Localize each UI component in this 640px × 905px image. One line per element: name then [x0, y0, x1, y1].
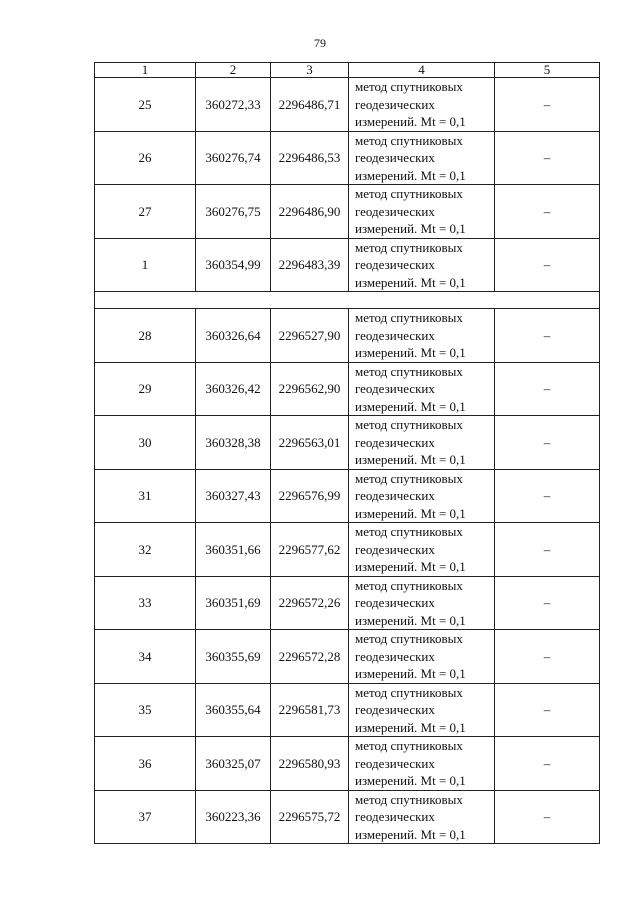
- method-cell: [349, 630, 495, 684]
- method-line: метод спутниковых: [355, 470, 463, 486]
- method-line: метод спутниковых: [355, 132, 463, 148]
- method-cell: [349, 309, 495, 363]
- page-number: 79: [314, 36, 326, 50]
- header-cell-5: 5: [495, 63, 600, 78]
- method-line: геодезических: [355, 150, 435, 165]
- method-line: метод спутниковых: [355, 79, 463, 94]
- method-line: геодезических: [355, 257, 435, 272]
- table-row: [95, 238, 600, 292]
- y-coordinate-cell: 2296580,93: [271, 737, 349, 791]
- point-number-cell: 29: [95, 362, 196, 416]
- y-coordinate-cell: 2296562,90: [271, 362, 349, 416]
- table-row: [95, 683, 600, 737]
- x-coordinate-cell: 360351,66: [196, 523, 271, 577]
- point-number-cell: 36: [95, 737, 196, 791]
- table-row: [95, 630, 600, 684]
- method-line: метод спутниковых: [355, 577, 463, 593]
- method-line: измерений. Mt = 0,1: [355, 826, 466, 842]
- y-coordinate-cell: 2296486,71: [271, 78, 349, 132]
- point-number-cell: 32: [95, 523, 196, 577]
- header-cell-3: 3: [271, 63, 349, 78]
- point-number-cell: 37: [95, 790, 196, 844]
- method-line: измерений. Mt = 0,1: [355, 666, 466, 681]
- x-coordinate-cell: 360327,43: [196, 469, 271, 523]
- dash-cell: –: [495, 469, 600, 523]
- header-cell-1: 1: [95, 63, 196, 78]
- dash-cell: –: [495, 683, 600, 737]
- dash-cell: –: [495, 362, 600, 416]
- point-number-cell: 35: [95, 683, 196, 737]
- dash-cell: –: [495, 185, 600, 239]
- method-line: метод спутниковых: [355, 524, 463, 539]
- method-cell: [349, 362, 495, 416]
- point-number-cell: 26: [95, 131, 196, 185]
- table-row: [95, 309, 600, 363]
- table-header-row: [95, 63, 600, 78]
- method-line: измерений. Mt = 0,1: [355, 559, 466, 574]
- method-line: измерений. Mt = 0,1: [355, 452, 466, 467]
- dash-cell: –: [495, 576, 600, 630]
- method-line: геодезических: [355, 702, 435, 717]
- x-coordinate-cell: 360223,36: [196, 790, 271, 844]
- x-coordinate-cell: 360272,33: [196, 78, 271, 132]
- dash-cell: –: [495, 416, 600, 470]
- table-row: [95, 523, 600, 577]
- method-line: метод спутниковых: [355, 738, 463, 753]
- method-line: измерений. Mt = 0,1: [355, 612, 466, 628]
- method-line: измерений. Mt = 0,1: [355, 505, 466, 521]
- coordinates-table-body: [95, 63, 600, 844]
- y-coordinate-cell: 2296577,62: [271, 523, 349, 577]
- method-cell: [349, 576, 495, 630]
- method-line: измерений. Mt = 0,1: [355, 114, 466, 129]
- method-cell: [349, 523, 495, 577]
- group-separator-cell: [95, 292, 600, 309]
- table-row: [95, 362, 600, 416]
- dash-cell: –: [495, 523, 600, 577]
- method-line: метод спутниковых: [355, 186, 463, 201]
- dash-cell: –: [495, 630, 600, 684]
- x-coordinate-cell: 360326,42: [196, 362, 271, 416]
- method-line: геодезических: [355, 327, 435, 343]
- table-row: [95, 469, 600, 523]
- method-cell: [349, 78, 495, 132]
- header-cell-2: 2: [196, 63, 271, 78]
- method-cell: [349, 737, 495, 791]
- method-line: геодезических: [355, 541, 435, 557]
- table-row: [95, 131, 600, 185]
- x-coordinate-cell: 360276,75: [196, 185, 271, 239]
- method-line: измерений. Mt = 0,1: [355, 221, 466, 236]
- y-coordinate-cell: 2296576,99: [271, 469, 349, 523]
- x-coordinate-cell: 360325,07: [196, 737, 271, 791]
- y-coordinate-cell: 2296572,26: [271, 576, 349, 630]
- point-number-cell: 34: [95, 630, 196, 684]
- point-number-cell: 28: [95, 309, 196, 363]
- dash-cell: –: [495, 309, 600, 363]
- method-line: геодезических: [355, 203, 435, 219]
- method-line: метод спутниковых: [355, 684, 463, 700]
- y-coordinate-cell: 2296486,53: [271, 131, 349, 185]
- method-line: геодезических: [355, 96, 435, 112]
- y-coordinate-cell: 2296581,73: [271, 683, 349, 737]
- method-line: метод спутниковых: [355, 631, 463, 646]
- method-line: измерений. Mt = 0,1: [355, 167, 466, 183]
- method-line: геодезических: [355, 434, 435, 450]
- table-row: [95, 416, 600, 470]
- table-row: [95, 185, 600, 239]
- point-number-cell: 30: [95, 416, 196, 470]
- x-coordinate-cell: 360355,69: [196, 630, 271, 684]
- table-row: [95, 576, 600, 630]
- group-separator-row: [95, 292, 600, 309]
- method-line: геодезических: [355, 755, 435, 771]
- point-number-cell: 33: [95, 576, 196, 630]
- point-number-cell: 27: [95, 185, 196, 239]
- method-line: метод спутниковых: [355, 417, 463, 432]
- method-cell: [349, 683, 495, 737]
- method-line: метод спутниковых: [355, 239, 463, 255]
- x-coordinate-cell: 360354,99: [196, 238, 271, 292]
- method-line: измерений. Mt = 0,1: [355, 773, 466, 788]
- table-row: [95, 737, 600, 791]
- x-coordinate-cell: 360351,69: [196, 576, 271, 630]
- method-cell: [349, 238, 495, 292]
- x-coordinate-cell: 360355,64: [196, 683, 271, 737]
- x-coordinate-cell: 360328,38: [196, 416, 271, 470]
- method-line: измерений. Mt = 0,1: [355, 345, 466, 360]
- dash-cell: –: [495, 737, 600, 791]
- dash-cell: –: [495, 78, 600, 132]
- y-coordinate-cell: 2296527,90: [271, 309, 349, 363]
- table-row: [95, 78, 600, 132]
- method-line: геодезических: [355, 488, 435, 503]
- method-cell: [349, 469, 495, 523]
- method-line: метод спутниковых: [355, 310, 463, 325]
- dash-cell: –: [495, 238, 600, 292]
- method-cell: [349, 131, 495, 185]
- point-number-cell: 1: [95, 238, 196, 292]
- method-line: метод спутниковых: [355, 363, 463, 379]
- method-cell: [349, 790, 495, 844]
- point-number-cell: 25: [95, 78, 196, 132]
- method-line: измерений. Mt = 0,1: [355, 398, 466, 414]
- point-number-cell: 31: [95, 469, 196, 523]
- x-coordinate-cell: 360276,74: [196, 131, 271, 185]
- method-line: измерений. Mt = 0,1: [355, 274, 466, 290]
- y-coordinate-cell: 2296483,39: [271, 238, 349, 292]
- y-coordinate-cell: 2296486,90: [271, 185, 349, 239]
- dash-cell: –: [495, 131, 600, 185]
- method-line: измерений. Mt = 0,1: [355, 719, 466, 735]
- x-coordinate-cell: 360326,64: [196, 309, 271, 363]
- method-line: геодезических: [355, 648, 435, 664]
- dash-cell: –: [495, 790, 600, 844]
- table-row: [95, 790, 600, 844]
- y-coordinate-cell: 2296572,28: [271, 630, 349, 684]
- header-cell-4: 4: [349, 63, 495, 78]
- method-line: метод спутниковых: [355, 791, 463, 807]
- coordinates-table: [94, 62, 600, 844]
- y-coordinate-cell: 2296575,72: [271, 790, 349, 844]
- method-cell: [349, 416, 495, 470]
- method-line: геодезических: [355, 595, 435, 610]
- y-coordinate-cell: 2296563,01: [271, 416, 349, 470]
- method-line: геодезических: [355, 809, 435, 824]
- method-cell: [349, 185, 495, 239]
- method-line: геодезических: [355, 381, 435, 396]
